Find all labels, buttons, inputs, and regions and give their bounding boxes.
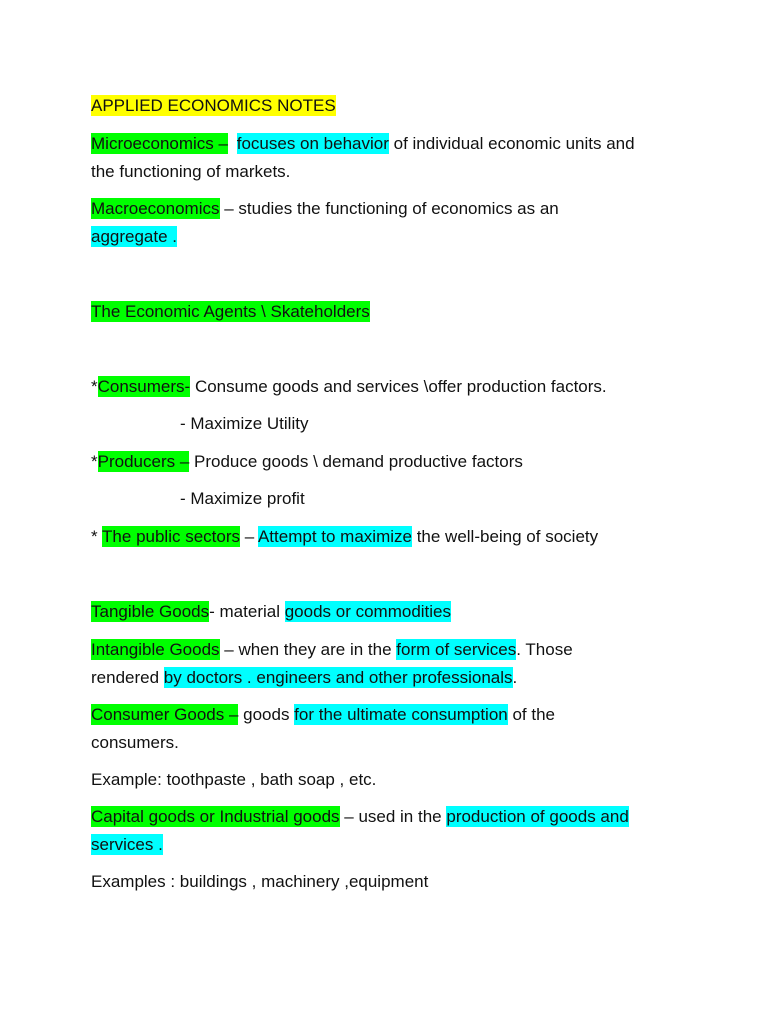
intangible-text: – when they are in the	[219, 640, 397, 659]
tangible-term: Tangible Goods	[91, 602, 210, 621]
consumers-sub-line	[180, 412, 308, 436]
intangible-end: .	[512, 668, 518, 687]
consumer-goods-highlight: for the ultimate consumption	[294, 705, 508, 724]
consumers-text: Consume goods and services \offer production factors.	[190, 377, 607, 396]
capital-term: Capital goods or Industrial goods	[91, 807, 340, 826]
micro-highlight: focuses on behavior	[236, 134, 389, 153]
consumers-sub: - Maximize Utility	[180, 414, 309, 433]
capital-line-1	[91, 805, 629, 829]
example1-line	[91, 768, 376, 792]
producers-sub: - Maximize profit	[180, 489, 305, 508]
tangible-text: - material	[209, 602, 285, 621]
intangible-line-1	[91, 638, 573, 662]
intangible-highlight: form of services	[396, 640, 517, 659]
intangible-rendered: rendered	[91, 668, 164, 687]
consumer-goods-rest: of the	[507, 705, 555, 724]
capital-highlight-2: services .	[91, 835, 163, 854]
micro-text-1: of individual economic units and	[388, 134, 635, 153]
micro-text-2: the functioning of markets.	[91, 162, 291, 181]
consumer-goods-line2: consumers.	[91, 733, 179, 752]
capital-text: – used in the	[339, 807, 447, 826]
consumers-star: *	[91, 377, 98, 396]
public-highlight: Attempt to maximize	[257, 527, 412, 546]
macro-line-1	[91, 197, 559, 221]
macro-highlight: aggregate .	[91, 227, 178, 246]
agents-heading: The Economic Agents \ Skateholders	[91, 302, 370, 321]
public-line	[91, 525, 598, 549]
macro-line-2	[91, 225, 177, 249]
micro-term: Microeconomics –	[91, 134, 228, 153]
producers-sub-line	[180, 487, 305, 511]
intangible-doctors: by doctors .	[163, 668, 257, 687]
producers-text: Produce goods \ demand productive factors	[189, 452, 523, 471]
title-line	[91, 94, 336, 118]
example2-line	[91, 870, 428, 894]
consumer-goods-line-1	[91, 703, 555, 727]
consumers-line	[91, 375, 607, 399]
public-text: the well-being of society	[411, 527, 599, 546]
tangible-line	[91, 600, 451, 624]
intangible-professionals: and other professionals	[331, 668, 513, 687]
macro-text-1: – studies the functioning of economics as an	[219, 199, 559, 218]
public-dash: –	[240, 527, 258, 546]
micro-line-2	[91, 160, 290, 184]
intangible-engineers: engineers	[256, 668, 332, 687]
example-2: Examples : buildings , machinery ,equipment	[91, 872, 429, 891]
micro-line-1	[91, 132, 635, 156]
producers-line	[91, 450, 523, 474]
intangible-rest: . Those	[516, 640, 573, 659]
intangible-line-2	[91, 666, 517, 690]
public-term: The public sectors	[102, 527, 240, 546]
capital-highlight: production of goods and	[446, 807, 629, 826]
agents-heading-line	[91, 300, 370, 324]
document-title: APPLIED ECONOMICS NOTES	[91, 96, 336, 115]
public-star: *	[91, 527, 103, 546]
intangible-term: Intangible Goods	[91, 640, 220, 659]
example-1: Example: toothpaste , bath soap , etc.	[91, 770, 377, 789]
capital-line-2	[91, 833, 163, 857]
consumers-term: Consumers-	[97, 377, 191, 396]
producers-star: *	[91, 452, 98, 471]
consumer-goods-term: Consumer Goods –	[91, 705, 239, 724]
tangible-highlight: goods or commodities	[284, 602, 452, 621]
consumer-goods-line-2	[91, 731, 179, 755]
macro-term: Macroeconomics	[91, 199, 220, 218]
producers-term: Producers –	[97, 452, 190, 471]
consumer-goods-text: goods	[238, 705, 295, 724]
